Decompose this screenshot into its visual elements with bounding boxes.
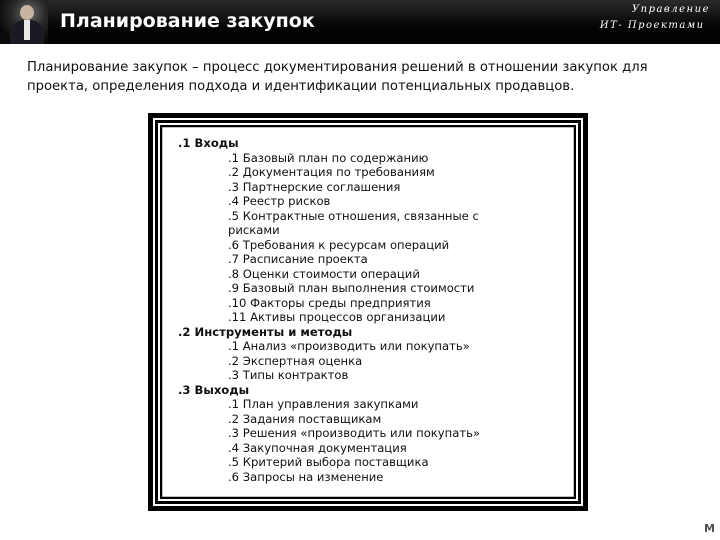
list-item: .4 Закупочная документация (228, 440, 407, 455)
list-item: .2 Документация по требованиям (228, 165, 435, 179)
list-item: .4 Реестр рисков (228, 194, 331, 208)
list-item: .1 Базовый план по содержанию (228, 150, 429, 165)
list-item: .7 Расписание проекта (228, 252, 368, 266)
brand-line-2: ИТ- Проектами (599, 20, 705, 31)
outline-frame (148, 113, 588, 511)
list-item: .5 Критерий выбора поставщика (228, 455, 429, 469)
intro-paragraph: Планирование закупок – процесс документирования решений в отношении закупок для проекта, определения подхода и идентификации потенциальных продавцов. (27, 60, 648, 94)
list-item: .3 Партнерские соглашения (228, 179, 401, 194)
list-item: .3 Решения «производить или покупать» (228, 426, 481, 440)
list-item: .2 Задания поставщикам (228, 411, 382, 426)
slide-header (0, 0, 720, 44)
presenter-photo-icon (0, 0, 48, 44)
list-item: .1 Анализ «производить или покупать» (228, 339, 470, 353)
tools-heading: .2 Инструменты и методы (178, 324, 353, 339)
list-item: .9 Базовый план выполнения стоимости (228, 281, 475, 295)
course-brand (600, 2, 710, 34)
process-outline (178, 136, 533, 484)
list-item: .5 Контрактные отношения, связанные с рисками (228, 208, 479, 237)
slide-nav-icon[interactable]: M (704, 522, 715, 535)
list-item: .6 Запросы на изменение (228, 469, 384, 484)
slide-title: Планирование закупок (60, 10, 315, 32)
list-item: .11 Активы процессов организации (228, 310, 446, 324)
inputs-heading: .1 Входы (178, 136, 239, 150)
list-item: .6 Требования к ресурсам операций (228, 237, 450, 252)
list-item: .3 Типы контрактов (228, 368, 349, 382)
outputs-heading: .3 Выходы (178, 382, 250, 397)
list-item: .10 Факторы среды предприятия (228, 295, 431, 310)
list-item: .1 План управления закупками (228, 397, 419, 411)
list-item: .8 Оценки стоимости операций (228, 266, 420, 281)
brand-line-1: Управление (631, 4, 710, 15)
list-item: .2 Экспертная оценка (228, 353, 363, 368)
